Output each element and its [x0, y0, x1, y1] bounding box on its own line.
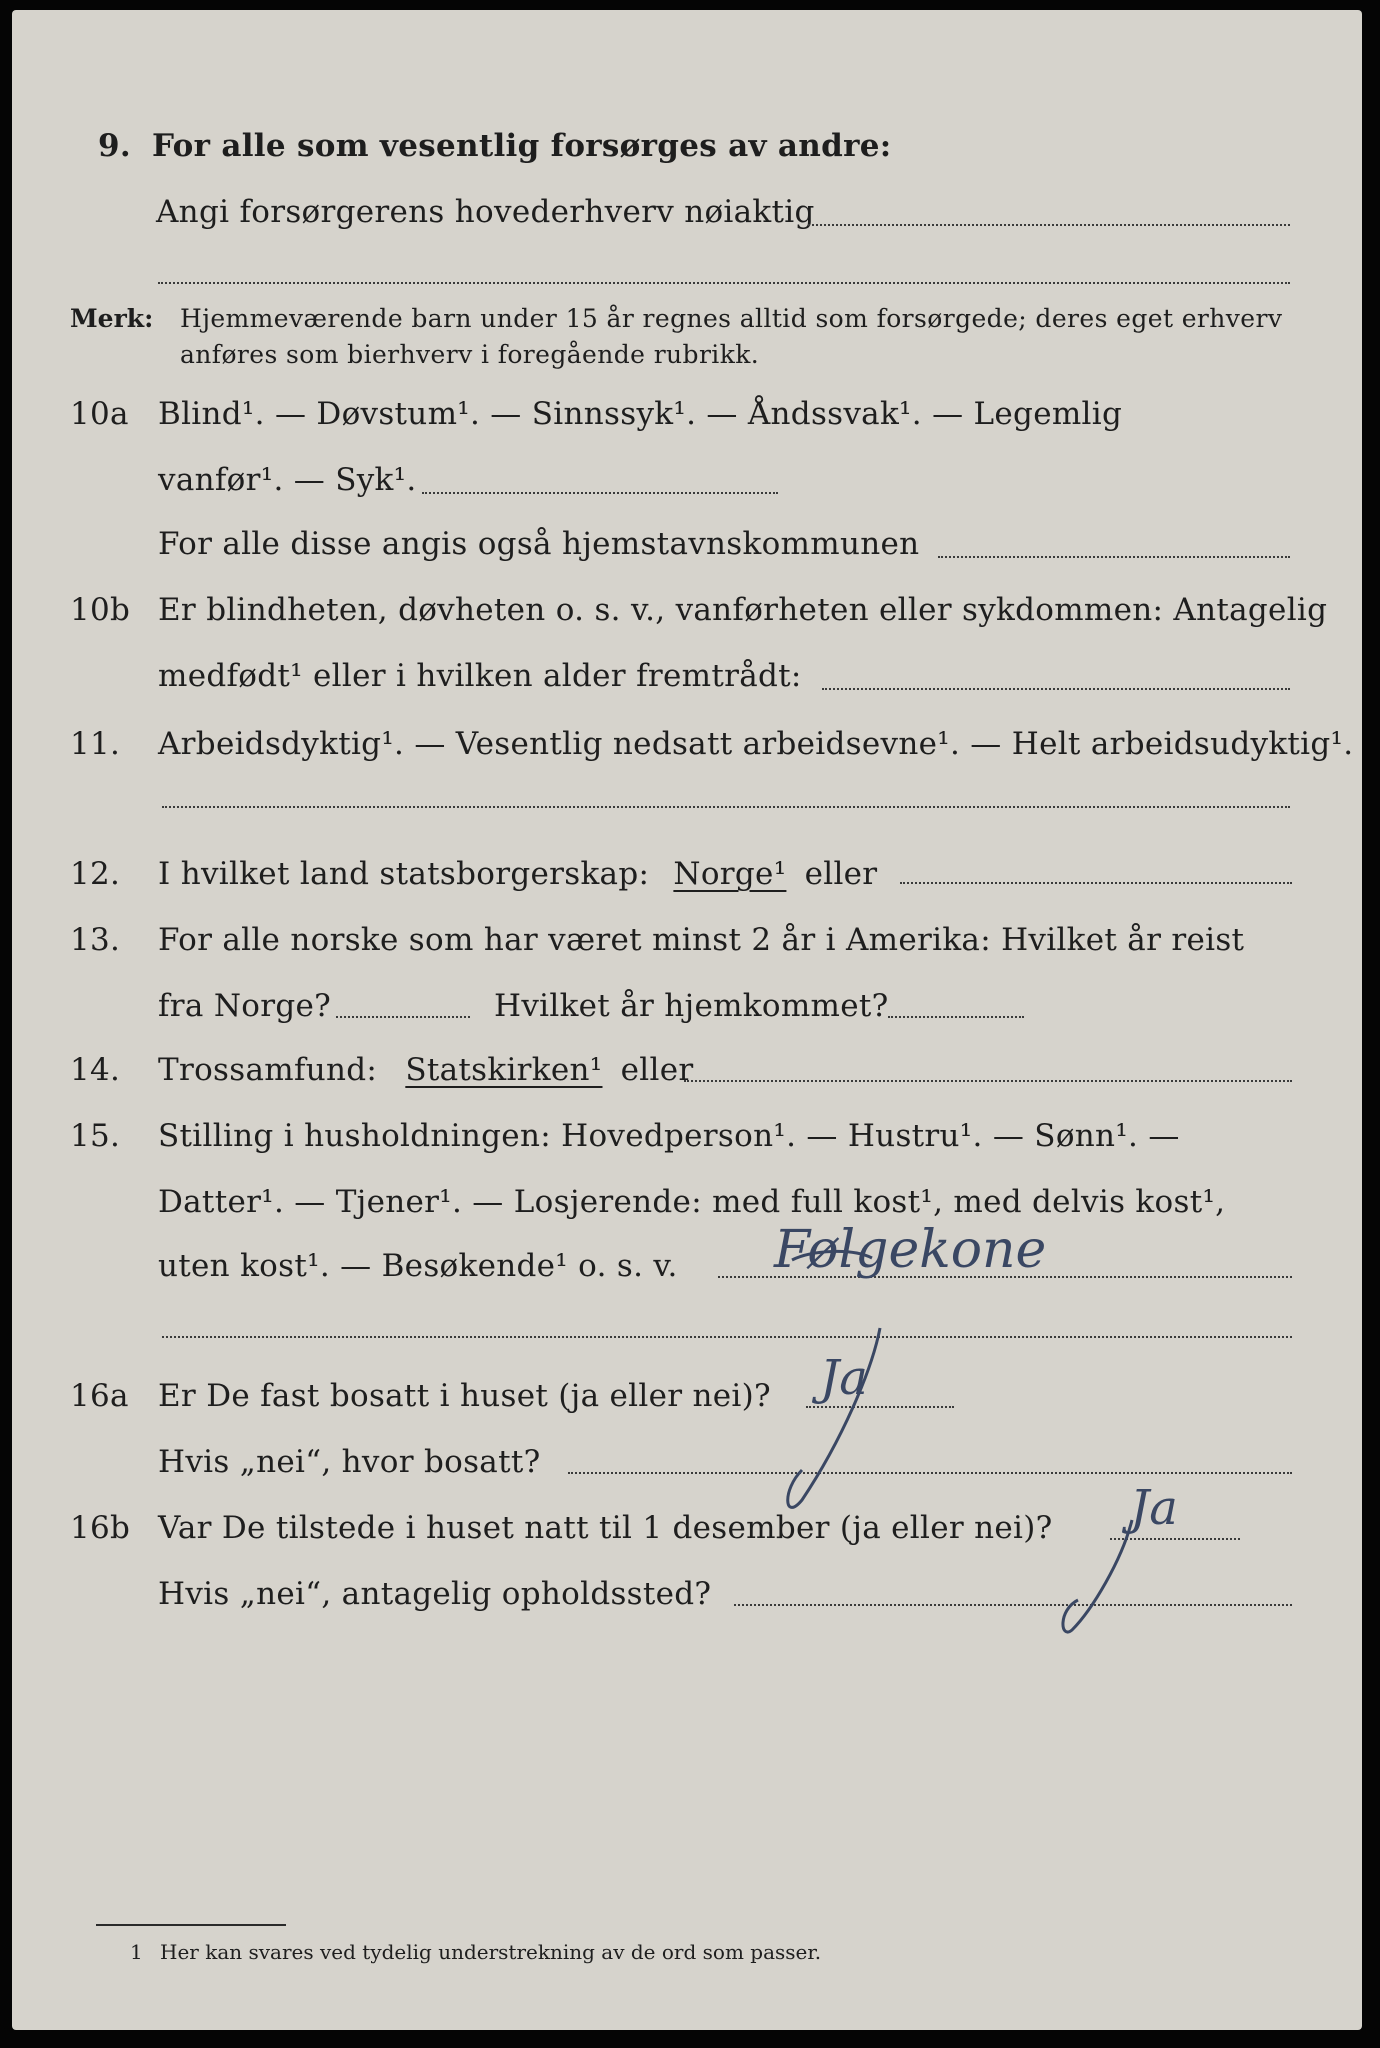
q9-number: 9.: [98, 128, 131, 164]
q15-text-3: uten kost¹. — Besøkende¹ o. s. v.: [158, 1248, 678, 1284]
q10b-number: 10b: [70, 592, 131, 628]
q10a-text: Blind¹. — Døvstum¹. — Sinnssyk¹. — Åndssvak¹. — Legemlig: [158, 396, 1123, 432]
q12-norge-underlined: Norge¹: [673, 856, 787, 892]
q9-text-2: Angi forsørgerens hovederhverv nøiaktig: [156, 194, 815, 230]
q11-number: 11.: [70, 726, 121, 762]
q16b-handwritten-answer: Ja: [1130, 1480, 1178, 1536]
q10b-text: Er blindheten, døvheten o. s. v., vanførheten eller sykdommen: Antagelig: [158, 592, 1328, 628]
q14-eller: eller: [620, 1052, 694, 1088]
q13-text: For alle norske som har været minst 2 år i Amerika: Hvilket år reist: [158, 922, 1245, 958]
q16a-number: 16a: [70, 1378, 129, 1414]
footnote-text: Her kan svares ved tydelig understrekning av de ord som passer.: [160, 1940, 822, 1964]
q15-text-2: Datter¹. — Tjener¹. — Losjerende: med full kost¹, med delvis kost¹,: [158, 1184, 1226, 1220]
q11-text: Arbeidsdyktig¹. — Vesentlig nedsatt arbeidsevne¹. — Helt arbeidsudyktig¹.: [158, 726, 1354, 762]
stroke-ja-descender-2: [1063, 1520, 1132, 1632]
footnote-rule: [96, 1924, 286, 1926]
q16a-text-2: Hvis „nei“, hvor bosatt?: [158, 1444, 541, 1480]
q14-statskirken-underlined: Statskirken¹: [405, 1052, 603, 1088]
q15-handwritten-answer: Følgekone: [774, 1220, 1047, 1280]
footnote-mark: 1: [130, 1940, 143, 1964]
q10a-text-2: vanfør¹. — Syk¹.: [158, 462, 417, 498]
handwriting-strokes: [12, 10, 1362, 2030]
q12-eller: eller: [804, 856, 878, 892]
q13-reist-label: fra Norge?: [158, 988, 332, 1024]
stroke-ja-descender-1: [788, 1328, 880, 1507]
q16a-handwritten-answer: Ja: [820, 1350, 868, 1406]
q16b-text: Var De tilstede i huset natt til 1 desember (ja eller nei)?: [158, 1510, 1053, 1546]
merk-label: Merk:: [70, 304, 154, 333]
q13-number: 13.: [70, 922, 121, 958]
q10a-number: 10a: [70, 396, 129, 432]
q15-number: 15.: [70, 1118, 121, 1154]
q16b-number: 16b: [70, 1510, 131, 1546]
q12-question: I hvilket land statsborgerskap:: [158, 856, 650, 892]
q12-number: 12.: [70, 856, 121, 892]
q16a-text: Er De fast bosatt i huset (ja eller nei)?: [158, 1378, 771, 1414]
census-form-page: [12, 10, 1362, 2030]
q15-text: Stilling i husholdningen: Hovedperson¹. — Hustru¹. — Sønn¹. —: [158, 1118, 1180, 1154]
q13-hjemkommet-label: Hvilket år hjemkommet?: [494, 988, 889, 1024]
q14-question: Trossamfund:: [158, 1052, 378, 1088]
q14-number: 14.: [70, 1052, 121, 1088]
merk-text: Hjemmeværende barn under 15 år regnes alltid som forsørgede; deres eget erhverv: [180, 304, 1283, 333]
q16b-text-2: Hvis „nei“, antagelig opholdssted?: [158, 1576, 712, 1612]
merk-text-2: anføres som bierhverv i foregående rubrikk.: [180, 340, 760, 369]
q10b-text-2: medfødt¹ eller i hvilken alder fremtrådt:: [158, 658, 802, 694]
q10a-text-3: For alle disse angis også hjemstavnskommunen: [158, 526, 920, 562]
stroke-folgekone-underline: [792, 1251, 872, 1260]
q9-text: For alle som vesentlig forsørges av andre:: [152, 128, 892, 164]
